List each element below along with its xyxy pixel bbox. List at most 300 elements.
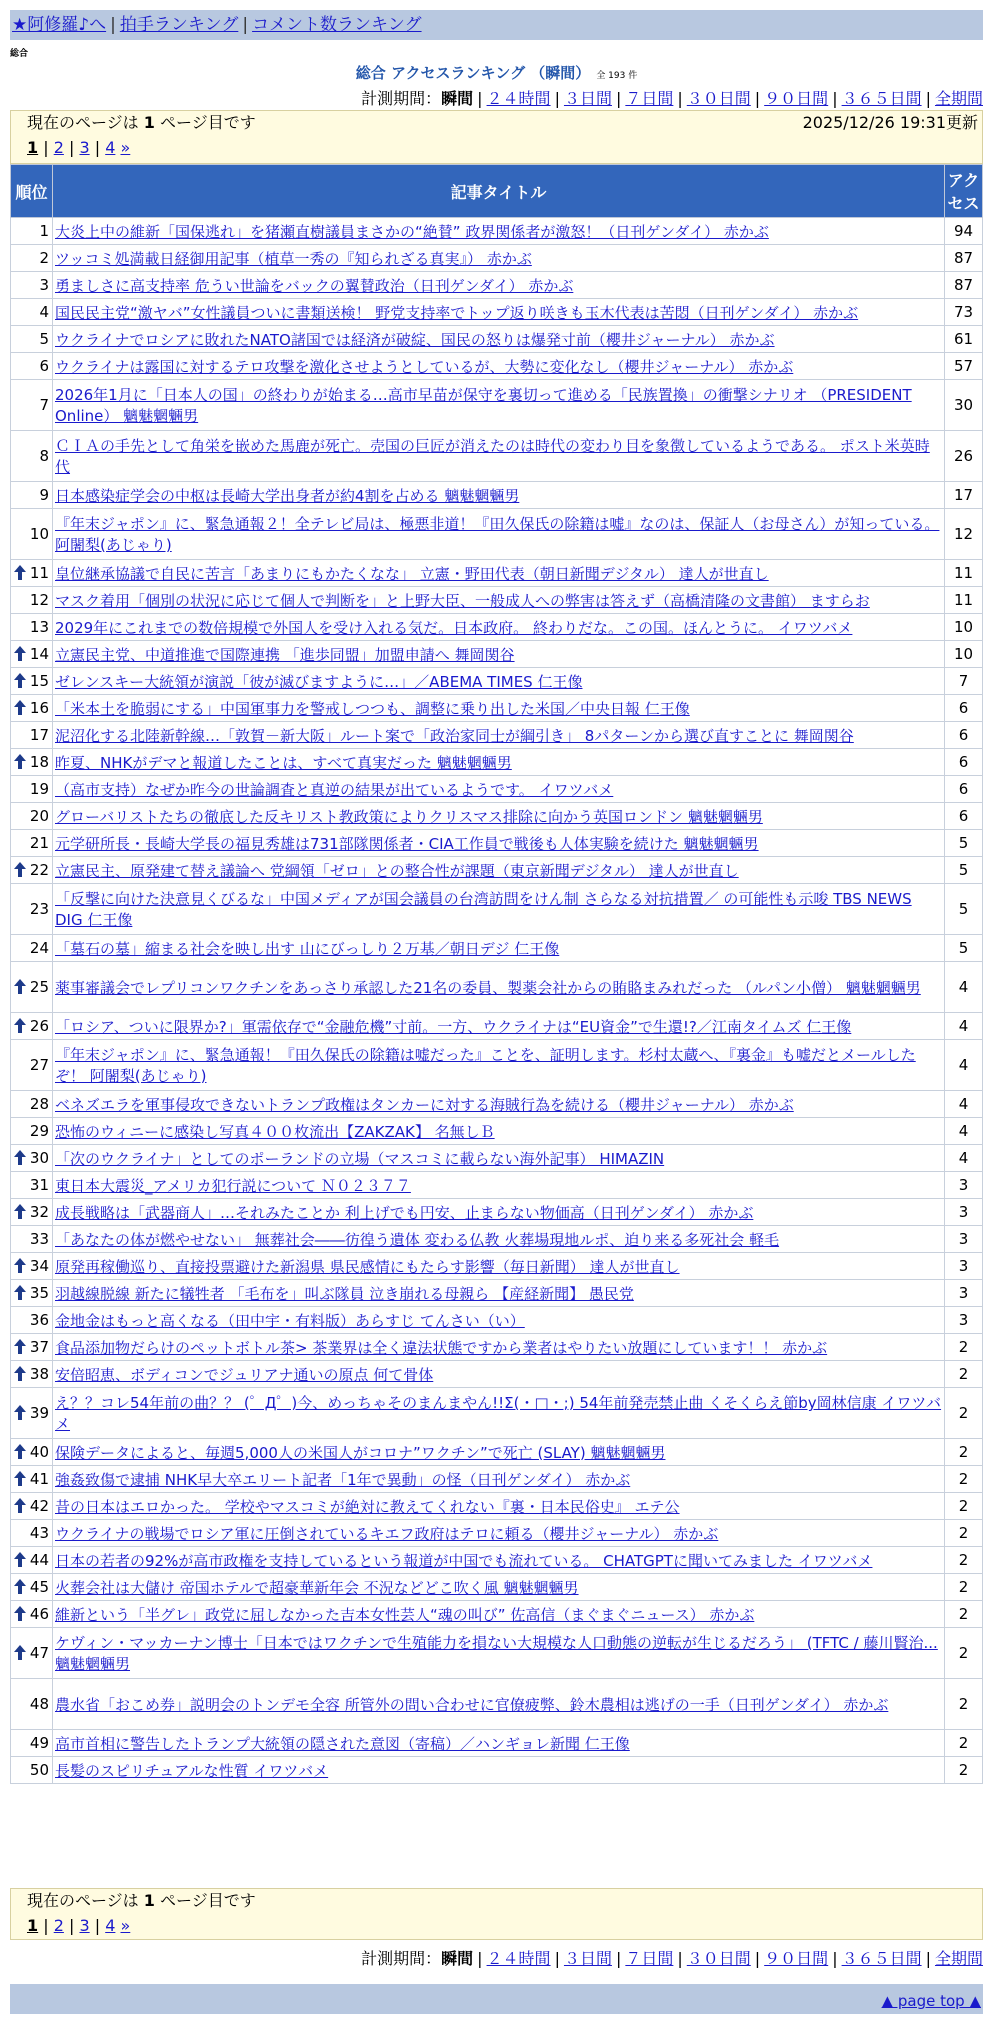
article-title-link[interactable]: 高市首相に警告したトランプ大統領の隠された意図（寄稿）／ハンギョレ新聞 仁王像 [55, 1734, 630, 1753]
access-count: 57 [945, 353, 983, 380]
rank-number: 26 [29, 1017, 49, 1035]
access-count: 11 [945, 587, 983, 614]
access-count: 2 [945, 1466, 983, 1493]
section-label: 総合 [10, 49, 29, 59]
table-row [11, 1547, 983, 1574]
rank-cell [11, 935, 53, 962]
access-count: 2 [945, 1679, 983, 1730]
rank-cell [11, 1280, 53, 1307]
article-title-link[interactable]: 皇位継承協議で自民に苦言「あまりにもかたくなな」 立憲・野田代表（朝日新聞デジタル） 達人が世直し [55, 564, 769, 583]
table-row [11, 431, 983, 482]
article-title-link[interactable]: ＣＩＡの手先として角栄を嵌めた馬鹿が死亡。売国の巨匠が消えたのは時代の変わり目を象徴しているようである。 ポスト米英時代 [55, 437, 930, 476]
title-cell [53, 1757, 945, 1784]
rank-number: 50 [29, 1761, 49, 1779]
title-cell [53, 1118, 945, 1145]
rank-number: 6 [39, 357, 49, 375]
nav-link-asyura-home[interactable]: ★阿修羅♪へ [12, 15, 107, 35]
article-title-link[interactable]: 昔の日本はエロかった。 学校やマスコミが絶対に教えてくれない『裏・日本民俗史』 エテ公 [55, 1497, 680, 1516]
period-label: 計測期間： [361, 1949, 442, 1968]
rank-cell [11, 614, 53, 641]
article-title-link[interactable]: 強姦致傷で逮捕 NHK早大卒エリート記者「1年で異動」の怪（日刊ゲンダイ） 赤かぶ [55, 1470, 631, 1489]
article-title-link[interactable]: 「ロシア、ついに限界か?」軍需依存で“金融危機”寸前。一方、ウクライナは“EU資金”で生還!?／江南タイムズ 仁王像 [55, 1017, 852, 1036]
table-row [11, 1334, 983, 1361]
period-option-7d[interactable]: ７日間 [625, 89, 674, 108]
period-separator: | [615, 89, 622, 108]
rank-number: 10 [29, 525, 49, 543]
title-cell [53, 1013, 945, 1040]
pager-bottom [10, 1888, 983, 1940]
period-option-all[interactable]: 全期間 [934, 1949, 983, 1968]
article-title-link[interactable]: 長髪のスピリチュアルな性質 イワツバメ [55, 1761, 329, 1780]
rank-cell [11, 431, 53, 482]
article-title-link[interactable]: 「米本土を脆弱にする」中国軍事力を警戒しつつも、調整に乗り出した米国／中央日報 仁王像 [55, 699, 690, 718]
pager-current-page: 1 [143, 1891, 155, 1910]
rank-cell [11, 509, 53, 560]
table-row [11, 1118, 983, 1145]
period-option-365d[interactable]: ３６５日間 [841, 1949, 922, 1968]
article-title-link[interactable]: ウクライナでロシアに敗れたNATO諸国では経済が破綻、国民の怒りは爆発寸前（櫻井ジャーナル） 赤かぶ [55, 330, 775, 349]
rank-up-arrow-icon [14, 979, 26, 995]
rank-number: 16 [29, 699, 49, 717]
title-cell [53, 1520, 945, 1547]
access-count: 5 [945, 857, 983, 884]
article-title-link[interactable]: 薬事審議会でレプリコンワクチンをあっさり承認した21名の委員、製薬会社からの賄賂まみれだった （ルパン小僧） 魑魅魍魎男 [55, 978, 921, 997]
rank-number: 43 [29, 1524, 49, 1542]
period-option-90d[interactable]: ９０日間 [764, 89, 829, 108]
pager-status-prefix: 現在のページは [27, 113, 139, 132]
last-updated: 2025/12/26 19:31更新 [802, 113, 978, 132]
period-selector-bottom [361, 1946, 983, 1969]
title-cell [53, 218, 945, 245]
title-cell [53, 353, 945, 380]
rank-cell [11, 1730, 53, 1757]
rank-cell [11, 1199, 53, 1226]
table-row [11, 1199, 983, 1226]
article-title-link[interactable]: 国民民主党“激ヤバ”女性議員ついに書類送検！ 野党支持率でトップ返り咲きも玉木代表は苦悶（日刊ゲンダイ） 赤かぶ [55, 303, 859, 322]
period-option-3d[interactable]: ３日間 [563, 89, 612, 108]
rank-number: 14 [29, 645, 49, 663]
article-title-link[interactable]: 原発再稼働巡り、直接投票避けた新潟県 県民感情にもたらす影響（毎日新聞） 達人が世直し [55, 1257, 680, 1276]
rank-cell [11, 830, 53, 857]
rank-number: 35 [29, 1284, 49, 1302]
period-option-all[interactable]: 全期間 [934, 89, 983, 108]
rank-cell [11, 1226, 53, 1253]
header-access: アクセス [945, 165, 983, 218]
page-link-next[interactable]: » [120, 138, 131, 157]
rank-number: 4 [39, 303, 49, 321]
pager-status-suffix: ページ目です [160, 113, 256, 132]
rank-number: 2 [39, 249, 49, 267]
rank-cell [11, 1679, 53, 1730]
title-cell [53, 1601, 945, 1628]
article-title-link[interactable]: 「反撃に向けた決意見くびるな」中国メディアが国会議員の台湾訪問をけん制 さらなる対抗措置／ の可能性も示唆 TBS NEWS DIG 仁王像 [55, 890, 912, 929]
access-count: 10 [945, 614, 983, 641]
header-rank: 順位 [11, 165, 53, 218]
pager-links: 1 | 2 | 3 | 4 » [27, 138, 131, 157]
table-row [11, 380, 983, 431]
title-cell [53, 962, 945, 1013]
article-title-link[interactable]: 成長戦略は「武器商人」…それみたことか 利上げでも円安、止まらない物価高（日刊ゲンダイ） 赤かぶ [55, 1203, 754, 1222]
rank-cell [11, 326, 53, 353]
title-cell [53, 1730, 945, 1757]
article-title-link[interactable]: ゼレンスキー大統領が演説「彼が滅びますように…」／ABEMA TIMES 仁王像 [55, 672, 583, 691]
table-row [11, 299, 983, 326]
title-cell [53, 1145, 945, 1172]
period-option-90d[interactable]: ９０日間 [764, 1949, 829, 1968]
title-cell [53, 431, 945, 482]
table-row [11, 1253, 983, 1280]
pager-status [11, 111, 982, 135]
title-cell [53, 668, 945, 695]
rank-cell [11, 353, 53, 380]
pager-links: 1 | 2 | 3 | 4 » [27, 1916, 131, 1935]
table-row [11, 1466, 983, 1493]
period-selector-top [361, 86, 983, 109]
table-row [11, 1307, 983, 1334]
period-separator: | [832, 89, 838, 108]
rank-up-arrow-icon [14, 646, 26, 662]
table-row [11, 1601, 983, 1628]
table-row [11, 614, 983, 641]
header-title: 記事タイトル [53, 165, 945, 218]
title-cell [53, 803, 945, 830]
table-row [11, 962, 983, 1013]
article-title-link[interactable]: 安倍昭恵、ボディコンでジュリアナ通いの原点 何て骨体 [55, 1365, 434, 1384]
article-title-link[interactable]: 「墓石の墓」縮まる社会を映し出す 山にびっしり２万基／朝日デジ 仁王像 [55, 939, 560, 958]
article-title-link[interactable]: 立憲民主党、中道推進で国際連携 「進歩同盟」加盟申請へ 舞岡関谷 [55, 645, 515, 664]
pager-current-page: 1 [143, 113, 155, 132]
article-title-link[interactable]: え？？コレ54年前の曲？？ (゜Д゜)今、めっちゃそのまんまやん!!Σ(・□・;) 54年前発売禁止曲 くそくらえ節by岡林信康 イワツバメ [55, 1394, 942, 1433]
pager-status [11, 1889, 982, 1913]
ranking-title [0, 62, 993, 83]
access-count: 4 [945, 1118, 983, 1145]
article-title-link[interactable]: 2026年1月に「日本人の国」の終わりが始まる…高市早苗が保守を裏切って進める「民族置換」の衝撃シナリオ （PRESIDENT Online） 魑魅魍魎男 [55, 386, 912, 425]
period-option-3d[interactable]: ３日間 [563, 1949, 612, 1968]
access-count: 6 [945, 722, 983, 749]
period-option-24h[interactable]: ２４時間 [486, 89, 551, 108]
rank-number: 37 [29, 1338, 49, 1356]
page-link-2[interactable]: 2 [53, 1916, 64, 1935]
rank-cell [11, 668, 53, 695]
table-row [11, 1280, 983, 1307]
title-cell [53, 1439, 945, 1466]
period-option-365d[interactable]: ３６５日間 [841, 89, 922, 108]
title-cell [53, 1466, 945, 1493]
title-cell [53, 884, 945, 935]
period-option-30d[interactable]: ３０日間 [686, 1949, 751, 1968]
table-row [11, 1493, 983, 1520]
rank-number: 42 [29, 1497, 49, 1515]
nav-link-clap-ranking[interactable]: 拍手ランキング [119, 15, 239, 35]
page-link-3[interactable]: 3 [79, 138, 90, 157]
rank-number: 25 [29, 978, 49, 996]
rank-cell [11, 482, 53, 509]
article-title-link[interactable]: ケヴィン・マッカーナン博士「日本ではワクチンで生殖能力を損ない大規模な人口動態の逆転が生じるだろう」 (TFTC / 藤川賢治... 魑魅魍魎男 [55, 1634, 938, 1673]
page-link-3[interactable]: 3 [79, 1916, 90, 1935]
rank-number: 22 [29, 861, 49, 879]
rank-number: 49 [29, 1734, 49, 1752]
rank-number: 21 [29, 834, 49, 852]
table-row [11, 749, 983, 776]
rank-number: 13 [29, 618, 49, 636]
period-separator: | [554, 1949, 560, 1968]
rank-number: 31 [29, 1176, 49, 1194]
article-title-link[interactable]: 維新という「半グレ」政党に屈しなかった吉本女性芸人“魂の叫び” 佐高信（まぐまぐニュース） 赤かぶ [55, 1605, 755, 1624]
access-count: 11 [945, 560, 983, 587]
article-title-link[interactable]: 勇ましさに高支持率 危うい世論をバックの翼賛政治（日刊ゲンダイ） 赤かぶ [55, 276, 574, 295]
rank-cell [11, 1040, 53, 1091]
title-cell [53, 695, 945, 722]
title-cell [53, 749, 945, 776]
access-count: 3 [945, 1253, 983, 1280]
access-count: 5 [945, 830, 983, 857]
table-row [11, 1757, 983, 1784]
period-separator: | [925, 89, 931, 108]
rank-cell [11, 1439, 53, 1466]
ranking-table-body [11, 218, 983, 1784]
access-count: 2 [945, 1388, 983, 1439]
access-count: 4 [945, 1040, 983, 1091]
title-cell [53, 1361, 945, 1388]
rank-cell [11, 1307, 53, 1334]
table-row [11, 1439, 983, 1466]
ranking-total-count: 全 193 件 [596, 71, 638, 81]
article-title-link[interactable]: 『年末ジャポン』に、緊急通報２！全テレビ局は、極悪非道！『田久保氏の除籍は嘘』なのは、保証人（お母さん）が知っている。 阿闍梨(あじゃり) [55, 515, 940, 554]
title-cell [53, 587, 945, 614]
rank-cell [11, 1091, 53, 1118]
rank-number: 36 [29, 1311, 49, 1329]
rank-number: 23 [29, 900, 49, 918]
title-cell [53, 299, 945, 326]
access-count: 2 [945, 1361, 983, 1388]
access-count: 2 [945, 1520, 983, 1547]
article-title-link[interactable]: 食品添加物だらけのペットボトル茶> 茶業界は全く違法状態ですから業者はやりたい放題にしています！！ 赤かぶ [55, 1338, 828, 1357]
title-cell [53, 614, 945, 641]
article-title-link[interactable]: 元学研所長・長崎大学長の福見秀雄は731部隊関係者・CIA工作員で戦後も人体実験を続けた 魑魅魍魎男 [55, 834, 759, 853]
article-title-link[interactable]: 「あなたの体が燃やせない」 無葬社会――彷徨う遺体 変わる仏教 火葬場現地ルポ、迫り来る多死社会 軽毛 [55, 1230, 780, 1249]
title-cell [53, 857, 945, 884]
rank-up-arrow-icon [14, 1150, 26, 1166]
article-title-link[interactable]: （高市支持）なぜか昨今の世論調査と真逆の結果が出ているようです。 イワツバメ [55, 780, 614, 799]
rank-cell [11, 695, 53, 722]
rank-cell [11, 1574, 53, 1601]
nav-separator: | [110, 15, 116, 35]
rank-cell [11, 1520, 53, 1547]
rank-cell [11, 857, 53, 884]
rank-cell [11, 1388, 53, 1439]
period-option-30d[interactable]: ３０日間 [686, 89, 751, 108]
page-link-4[interactable]: 4 [105, 138, 116, 157]
article-title-link[interactable]: ウクライナは露国に対するテロ攻撃を激化させようとしているが、大勢に変化なし（櫻井ジャーナル） 赤かぶ [55, 357, 794, 376]
article-title-link[interactable]: 金地金はもっと高くなる（田中宇・有料版）あらすじ てんさい（い） [55, 1311, 525, 1330]
access-count: 6 [945, 749, 983, 776]
access-count: 2 [945, 1439, 983, 1466]
rank-number: 7 [39, 396, 49, 414]
article-title-link[interactable]: 恐怖のウィニーに感染し写真４００枚流出【ZAKZAK】 名無しＢ [55, 1122, 495, 1141]
rank-cell [11, 722, 53, 749]
rank-cell [11, 1493, 53, 1520]
page-link-next[interactable]: » [120, 1916, 131, 1935]
table-row [11, 884, 983, 935]
period-separator: | [477, 89, 483, 108]
table-row [11, 1145, 983, 1172]
access-count: 4 [945, 1091, 983, 1118]
access-count: 7 [945, 668, 983, 695]
rank-number: 5 [39, 330, 49, 348]
period-separator: | [832, 1949, 838, 1968]
rank-cell [11, 1253, 53, 1280]
article-title-link[interactable]: 昨夏、NHKがデマと報道したことは、すべて真実だった 魑魅魍魎男 [55, 753, 512, 772]
table-row [11, 935, 983, 962]
access-count: 2 [945, 1601, 983, 1628]
table-row [11, 509, 983, 560]
page-link-4[interactable]: 4 [105, 1916, 116, 1935]
access-count: 2 [945, 1628, 983, 1679]
rank-up-arrow-icon [14, 565, 26, 581]
access-count: 94 [945, 218, 983, 245]
table-row [11, 1520, 983, 1547]
table-row [11, 830, 983, 857]
title-cell [53, 272, 945, 299]
title-cell [53, 1040, 945, 1091]
period-separator: | [677, 89, 683, 108]
rank-up-arrow-icon [14, 1258, 26, 1274]
table-row [11, 560, 983, 587]
rank-number: 27 [29, 1056, 49, 1074]
table-row [11, 1730, 983, 1757]
rank-number: 12 [29, 591, 49, 609]
article-title-link[interactable]: グローバリストたちの徹底した反キリスト教政策によりクリスマス排除に向かう英国ロンドン 魑魅魍魎男 [55, 807, 763, 826]
rank-up-arrow-icon [14, 1366, 26, 1382]
rank-cell [11, 749, 53, 776]
table-row [11, 776, 983, 803]
access-count: 87 [945, 245, 983, 272]
bottom-bar [10, 1984, 983, 2014]
article-title-link[interactable]: マスク着用「個別の状況に応じて個人で判断を」と上野大臣、一般成人への弊害は答えず（高橋清隆の文書館） ますらお [55, 591, 870, 610]
access-count: 3 [945, 1199, 983, 1226]
rank-cell [11, 380, 53, 431]
table-row [11, 1388, 983, 1439]
title-cell [53, 1091, 945, 1118]
rank-number: 8 [39, 447, 49, 465]
page-link-current: 1 [27, 138, 39, 157]
rank-up-arrow-icon [14, 1552, 26, 1568]
nav-link-comment-ranking[interactable]: コメント数ランキング [252, 15, 422, 35]
period-current: 瞬間 [441, 89, 474, 108]
title-cell [53, 380, 945, 431]
period-separator: | [754, 89, 761, 108]
title-cell [53, 1388, 945, 1439]
article-title-link[interactable]: 『年末ジャポン』に、緊急通報！『田久保氏の除籍は嘘だった』ことを、証明します。杉村太蔵へ、『裏金』も嘘だとメールしたぞ！ 阿闍梨(あじゃり) [55, 1046, 916, 1085]
rank-cell [11, 272, 53, 299]
rank-number: 15 [29, 672, 49, 690]
table-row [11, 1361, 983, 1388]
pager-top [10, 110, 983, 164]
period-label: 計測期間： [361, 89, 442, 108]
rank-number: 9 [39, 486, 49, 504]
access-count: 6 [945, 776, 983, 803]
article-title-link[interactable]: 日本の若者の92%が高市政権を支持しているという報道が中国でも流れている。 CHATGPTに聞いてみました イワツバメ [55, 1551, 873, 1570]
rank-number: 47 [29, 1644, 49, 1662]
page-link-current: 1 [27, 1916, 39, 1935]
title-cell [53, 326, 945, 353]
table-row [11, 1040, 983, 1091]
access-count: 87 [945, 272, 983, 299]
article-title-link[interactable]: 東日本大震災_アメリカ犯行説について Ｎ０２３７７ [55, 1176, 411, 1195]
rank-number: 46 [29, 1605, 49, 1623]
article-title-link[interactable]: 保険データによると、毎週5,000人の米国人がコロナ”ワクチン”で死亡 (SLAY) 魑魅魍魎男 [55, 1443, 666, 1462]
table-row [11, 668, 983, 695]
access-count: 3 [945, 1307, 983, 1334]
article-title-link[interactable]: 大炎上中の維新「国保逃れ」を猪瀬直樹議員まさかの“絶賛” 政界関係者が激怒！（日刊ゲンダイ） 赤かぶ [55, 222, 769, 241]
article-title-link[interactable]: 日本感染症学会の中枢は長崎大学出身者が約4割を占める 魑魅魍魎男 [55, 486, 520, 505]
access-count: 5 [945, 884, 983, 935]
page-top-link[interactable]: ▲ page top ▲ [881, 1992, 981, 2010]
rank-number: 32 [29, 1203, 49, 1221]
article-title-link[interactable]: ツッコミ処満載日経御用記事（植草一秀の『知られざる真実』） 赤かぶ [55, 249, 532, 268]
article-title-link[interactable]: ウクライナの戦場でロシア軍に圧倒されているキエフ政府はテロに頼る（櫻井ジャーナル） 赤かぶ [55, 1524, 719, 1543]
article-title-link[interactable]: 立憲民主、原発建て替え議論へ 党綱領「ゼロ」との整合性が課題（東京新聞デジタル） 達人が世直し [55, 861, 739, 880]
period-separator: | [477, 1949, 483, 1968]
article-title-link[interactable]: 泥沼化する北陸新幹線…「敦賀－新大阪」ルート案で「政治家同士が綱引き」 8パターンから選び直すことに 舞岡関谷 [55, 726, 854, 745]
rank-up-arrow-icon [14, 754, 26, 770]
article-title-link[interactable]: 羽越線脱線 新たに犠牲者 「毛布を」叫ぶ隊員 泣き崩れる母親ら 【産経新聞】 愚民党 [55, 1284, 634, 1303]
table-row [11, 272, 983, 299]
table-row [11, 722, 983, 749]
rank-cell [11, 245, 53, 272]
rank-cell [11, 299, 53, 326]
access-count: 2 [945, 1547, 983, 1574]
rank-number: 34 [29, 1257, 49, 1275]
rank-number: 39 [29, 1404, 49, 1422]
page-link-2[interactable]: 2 [53, 138, 64, 157]
rank-number: 11 [29, 564, 49, 582]
article-title-link[interactable]: 「次のウクライナ」としてのポーランドの立場（マスコミに載らない海外記事） HIMAZIN [55, 1149, 665, 1168]
title-cell [53, 1493, 945, 1520]
period-separator: | [615, 1949, 622, 1968]
table-row [11, 1013, 983, 1040]
rank-cell [11, 587, 53, 614]
article-title-link[interactable]: 2029年にこれまでの数倍規模で外国人を受け入れる気だ。日本政府。 終わりだな。この国。ほんとうに。 イワツバメ [55, 618, 853, 637]
rank-up-arrow-icon [14, 1285, 26, 1301]
rank-cell [11, 1361, 53, 1388]
access-count: 5 [945, 935, 983, 962]
article-title-link[interactable]: ベネズエラを軍事侵攻できないトランプ政権はタンカーに対する海賊行為を続ける（櫻井ジャーナル） 赤かぶ [55, 1095, 794, 1114]
rank-cell [11, 803, 53, 830]
title-cell [53, 1226, 945, 1253]
title-cell [53, 1280, 945, 1307]
article-title-link[interactable]: 火葬会社は大儲け 帝国ホテルで超豪華新年会 不況などどこ吹く風 魑魅魍魎男 [55, 1578, 579, 1597]
title-cell [53, 776, 945, 803]
table-row [11, 1172, 983, 1199]
rank-number: 19 [29, 780, 49, 798]
access-count: 17 [945, 482, 983, 509]
rank-up-arrow-icon [14, 1339, 26, 1355]
table-row [11, 353, 983, 380]
article-title-link[interactable]: 農水省「おこめ券」説明会のトンデモ全容 所管外の問い合わせに官僚疲弊、鈴木農相は逃げの一手（日刊ゲンダイ） 赤かぶ [55, 1695, 889, 1714]
rank-number: 28 [29, 1095, 49, 1113]
period-option-7d[interactable]: ７日間 [625, 1949, 674, 1968]
title-cell [53, 722, 945, 749]
title-cell [53, 1172, 945, 1199]
access-count: 30 [945, 380, 983, 431]
access-count: 3 [945, 1280, 983, 1307]
title-cell [53, 641, 945, 668]
period-option-24h[interactable]: ２４時間 [486, 1949, 551, 1968]
pager-status-prefix: 現在のページは [27, 1891, 139, 1910]
rank-cell [11, 1118, 53, 1145]
access-count: 12 [945, 509, 983, 560]
